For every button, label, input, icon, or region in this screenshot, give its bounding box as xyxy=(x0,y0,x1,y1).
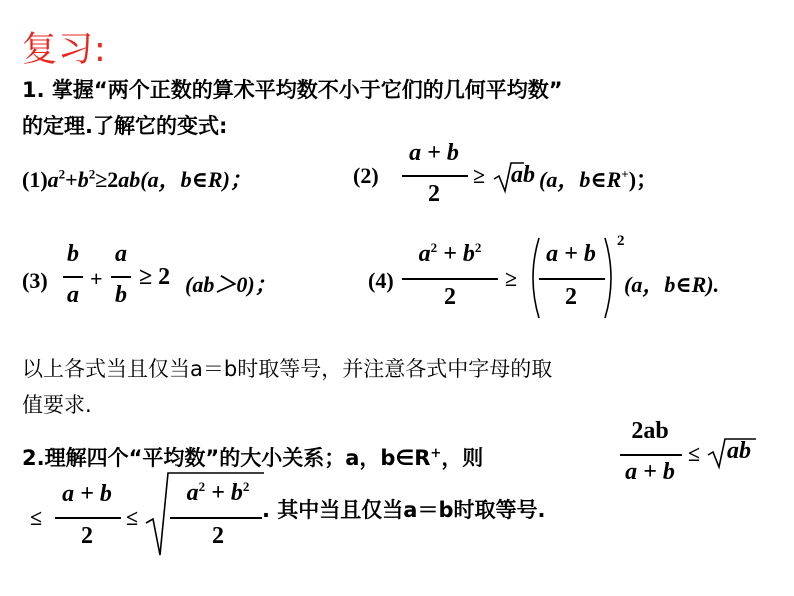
formula-2-cond xyxy=(539,163,658,194)
formula-4-inner-bar xyxy=(539,278,605,280)
formula-4-exponent: 2 xyxy=(617,233,625,249)
formula-1-ab: ab xyxy=(118,167,141,192)
item1-number: 1. xyxy=(22,78,45,102)
item1-text: 掌握“两个正数的算术平均数不小于它们的几何平均数” xyxy=(51,78,563,102)
formula-1-label: (1) xyxy=(22,167,48,192)
formula-4-label: (4) xyxy=(368,268,394,293)
item2-line2-tail: . 其中当且仅当a＝b时取等号. xyxy=(262,498,546,522)
formula-3-f2-den: b xyxy=(115,282,127,308)
item2-text xyxy=(22,442,483,472)
formula-3-f2-bar xyxy=(111,276,131,278)
item2-line2-rad-denominator: 2 xyxy=(212,523,224,549)
item2-line2-rad-a: a xyxy=(186,480,199,506)
formula-3-f1-num: b xyxy=(67,241,79,267)
item2-text-main: 2.理解四个“平均数”的大小关系；a，b∈R xyxy=(22,446,431,470)
formula-4-inner-denominator: 2 xyxy=(565,284,577,310)
formula-4-cond: (a，b∈R). xyxy=(624,272,720,297)
item2-frac-numerator: 2ab xyxy=(631,418,669,444)
item1-line1 xyxy=(22,74,563,104)
formula-3-label: (3) xyxy=(22,268,48,293)
formula-2-cond-sup: + xyxy=(621,166,629,182)
formula-3-plus: + xyxy=(90,266,103,291)
formula-2-fraction-bar xyxy=(402,175,468,177)
formula-3-cond: (ab＞0)； xyxy=(185,272,277,297)
formula-4-denominator: 2 xyxy=(444,284,456,310)
item2-line2-bar xyxy=(55,517,121,519)
item2-line2-rad-sup1: 2 xyxy=(198,479,206,494)
item2-line2-numerator: a + b xyxy=(62,481,112,507)
formula-4-inner-numerator: a + b xyxy=(546,241,596,267)
item2-then: ，则 xyxy=(441,446,484,470)
formula-2-numerator: a + b xyxy=(409,140,459,166)
formula-3-f2-num: a xyxy=(115,241,127,267)
formula-3-rel: ≥ 2 xyxy=(139,264,171,290)
formula-4-num-a: a xyxy=(418,241,431,267)
item2-sup: + xyxy=(430,446,442,461)
formula-4-rel: ≥ xyxy=(505,266,518,291)
formula-4-right-paren xyxy=(603,236,617,320)
formula-4-num-sup1: 2 xyxy=(430,240,438,255)
item2-frac-bar xyxy=(620,454,682,456)
formula-1-sup1: 2 xyxy=(58,166,66,182)
note-line1: 以上各式当且仅当a＝b时取等号，并注意各式中字母的取 xyxy=(22,357,553,381)
formula-4-num-plus-b: + b xyxy=(443,241,475,267)
formula-2-cond-text: (a，b∈R xyxy=(539,167,622,192)
item2-line2-rad-bar xyxy=(170,517,262,519)
formula-4-numerator xyxy=(400,241,500,268)
formula-1-plus: + xyxy=(65,167,78,192)
formula-1 xyxy=(22,163,252,194)
formula-3-f1-den: a xyxy=(67,282,79,308)
formula-1-a: a xyxy=(47,167,59,192)
item2-line2-rel2: ≤ xyxy=(126,505,139,530)
formula-3-f1-bar xyxy=(63,276,83,278)
item1-line2: 的定理.了解它的变式: xyxy=(22,114,228,138)
formula-2-cond-close: )； xyxy=(628,167,659,192)
item2-frac-denominator: a + b xyxy=(625,459,675,485)
item2-line2-rad-sup2: 2 xyxy=(242,479,250,494)
formula-4-num-sup2: 2 xyxy=(474,240,482,255)
section-title: 复习: xyxy=(22,30,107,70)
formula-4-fraction-bar xyxy=(402,278,498,280)
formula-2-denominator: 2 xyxy=(428,181,440,207)
formula-1-sup2: 2 xyxy=(88,166,96,182)
formula-1-rel: ≥2 xyxy=(95,167,119,192)
formula-2-rel: ≥ xyxy=(473,163,486,188)
formula-2-label: (2) xyxy=(353,163,379,188)
item2-radicand: ab xyxy=(727,438,751,464)
note-line2: 值要求. xyxy=(22,393,92,417)
item2-line2-rad-numerator xyxy=(168,480,268,507)
item2-line2-rel1: ≤ xyxy=(30,505,43,530)
formula-1-b: b xyxy=(77,167,89,192)
formula-1-cond: (a，b∈R)； xyxy=(140,167,252,192)
item2-rel: ≤ xyxy=(688,441,701,466)
formula-2-radicand: ab xyxy=(511,162,535,188)
item2-line2-rad-plus-b: + b xyxy=(211,480,243,506)
item2-line2-denominator: 2 xyxy=(81,523,93,549)
